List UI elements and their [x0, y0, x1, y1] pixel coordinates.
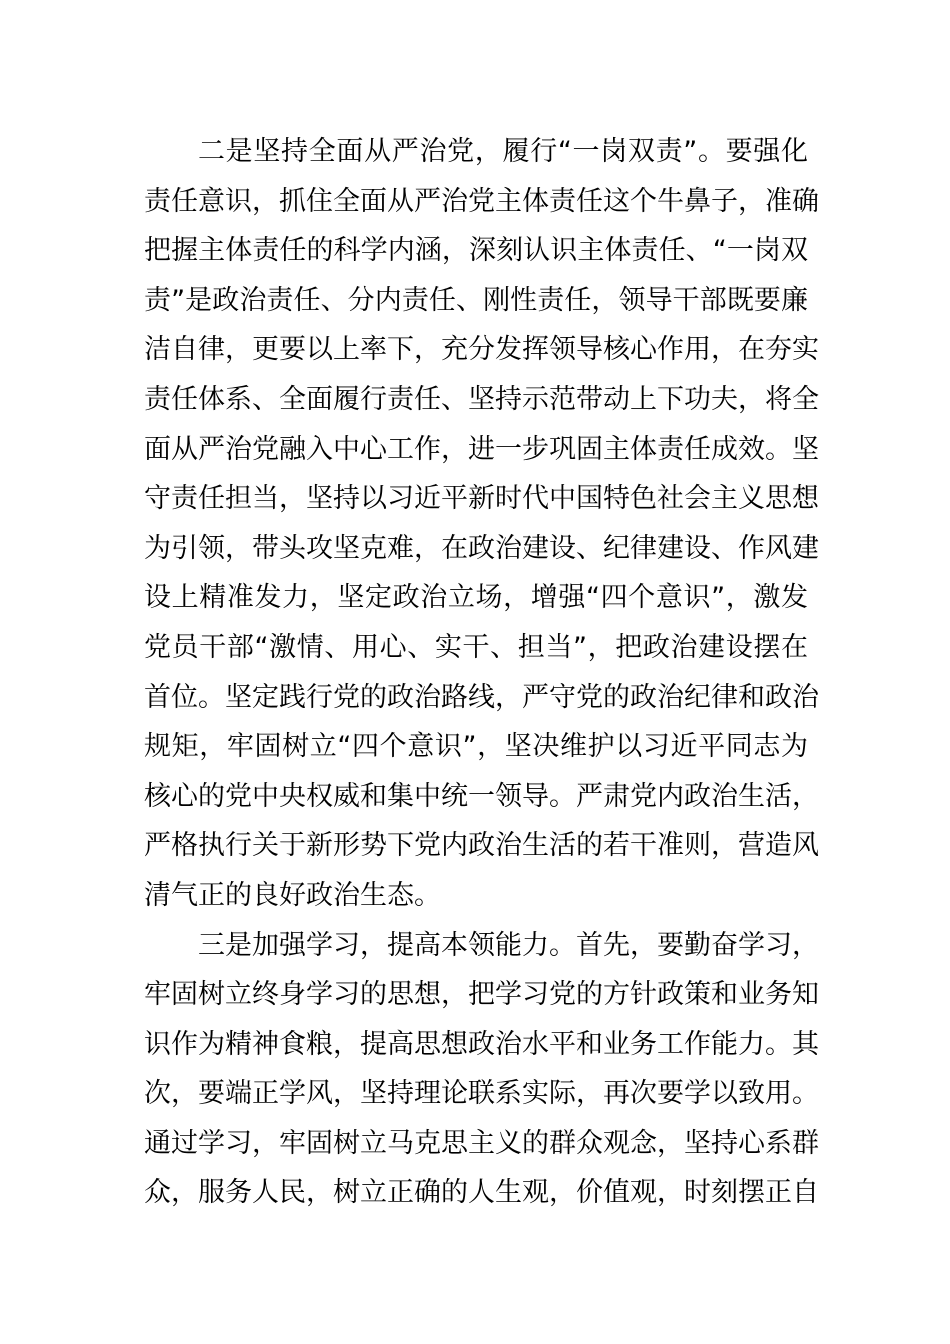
text-line: 二是坚持全面从严治党，履行“一岗双责”。要强化 — [198, 136, 808, 167]
text-line: 把握主体责任的科学内涵，深刻认识主体责任、“一岗双 — [144, 235, 808, 267]
text-line: 众，服务人民，树立正确的人生观，价值观，时刻摆正自 — [144, 1177, 819, 1209]
document-body — [144, 127, 819, 1218]
text-line: 首位。坚定践行党的政治路线，严守党的政治纪律和政治 — [144, 681, 819, 713]
text-line: 识作为精神食粮，提高思想政治水平和业务工作能力。其 — [144, 1028, 819, 1060]
text-line: 为引领，带头攻坚克难，在政治建设、纪律建设、作风建 — [144, 532, 819, 564]
text-line: 面从严治党融入中心工作，进一步巩固主体责任成效。坚 — [144, 433, 819, 465]
text-line: 责”是政治责任、分内责任、刚性责任，领导干部既要廉 — [144, 284, 808, 316]
text-line: 核心的党中央权威和集中统一领导。严肃党内政治生活， — [144, 780, 819, 812]
text-line: 次，要端正学风，坚持理论联系实际，再次要学以致用。 — [144, 1078, 819, 1110]
text-line: 责任体系、全面履行责任、坚持示范带动上下功夫，将全 — [144, 383, 819, 415]
text-line: 清气正的良好政治生态。 — [144, 879, 441, 911]
paragraph-strengthen-learning — [144, 921, 819, 1219]
text-line: 守责任担当，坚持以习近平新时代中国特色社会主义思想 — [144, 483, 819, 515]
text-line: 设上精准发力，坚定政治立场，增强“四个意识”，激发 — [144, 582, 808, 614]
text-line: 党员干部“激情、用心、实干、担当”，把政治建设摆在 — [144, 631, 808, 663]
paragraph-strict-party-governance — [144, 127, 819, 921]
text-line: 洁自律，更要以上率下，充分发挥领导核心作用，在夯实 — [144, 334, 819, 366]
text-line: 规矩，牢固树立“四个意识”，坚决维护以习近平同志为 — [144, 731, 808, 763]
text-line: 三是加强学习，提高本领能力。首先，要勤奋学习， — [198, 929, 819, 961]
text-line: 严格执行关于新形势下党内政治生活的若干准则，营造风 — [144, 830, 819, 862]
text-line: 责任意识，抓住全面从严治党主体责任这个牛鼻子，准确 — [144, 185, 819, 217]
text-line: 牢固树立终身学习的思想，把学习党的方针政策和业务知 — [144, 979, 819, 1011]
text-line: 通过学习，牢固树立马克思主义的群众观念，坚持心系群 — [144, 1127, 819, 1159]
